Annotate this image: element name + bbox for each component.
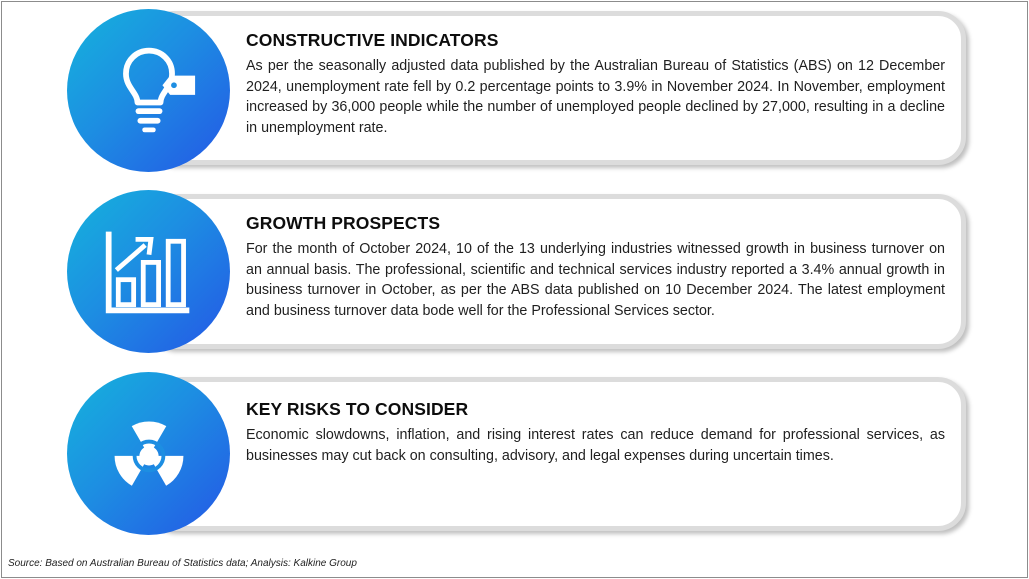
section-card-key-risks [146,377,966,531]
section-title: CONSTRUCTIVE INDICATORS [246,30,499,50]
icon-circle [67,190,230,353]
section-text: Economic slowdowns, inflation, and rising interest rates can reduce demand for professional services, as businesses may cut back on consulting, advisory, and legal expenses during uncertain times. [246,427,945,464]
section-card-growth-prospects [146,194,966,349]
section-title: KEY RISKS TO CONSIDER [246,399,469,419]
lightbulb-tag-icon [101,43,197,139]
section-title: GROWTH PROSPECTS [246,213,441,233]
section-text: For the month of October 2024, 10 of the 13 underlying industries witnessed growth in business turnover on an annual basis. The professional, scientific and technical services industry reported a 3.4% annual growth in business turnover in October, as per the ABS data published on 10 December 2024. The latest employment and business turnover data bode well for the Professional Services sector. [246,241,945,319]
section-card-constructive-indicators [146,11,966,165]
growth-chart-icon [101,224,197,320]
section-text: As per the seasonally adjusted data published by the Australian Bureau of Statistics (ABS) on 12 December 2024, unemployment rate fell by 0.2 percentage points to 3.9% in November 2024. In November, employment increased by 36,000 people while the number of unemployed people declined by 27,000, resulting in a decline in unemployment rate. [246,58,945,136]
icon-circle [67,9,230,172]
source-note: Source: Based on Australian Bureau of Statistics data; Analysis: Kalkine Group [8,558,357,569]
icon-circle [67,372,230,535]
radiation-hazard-icon [101,406,197,502]
